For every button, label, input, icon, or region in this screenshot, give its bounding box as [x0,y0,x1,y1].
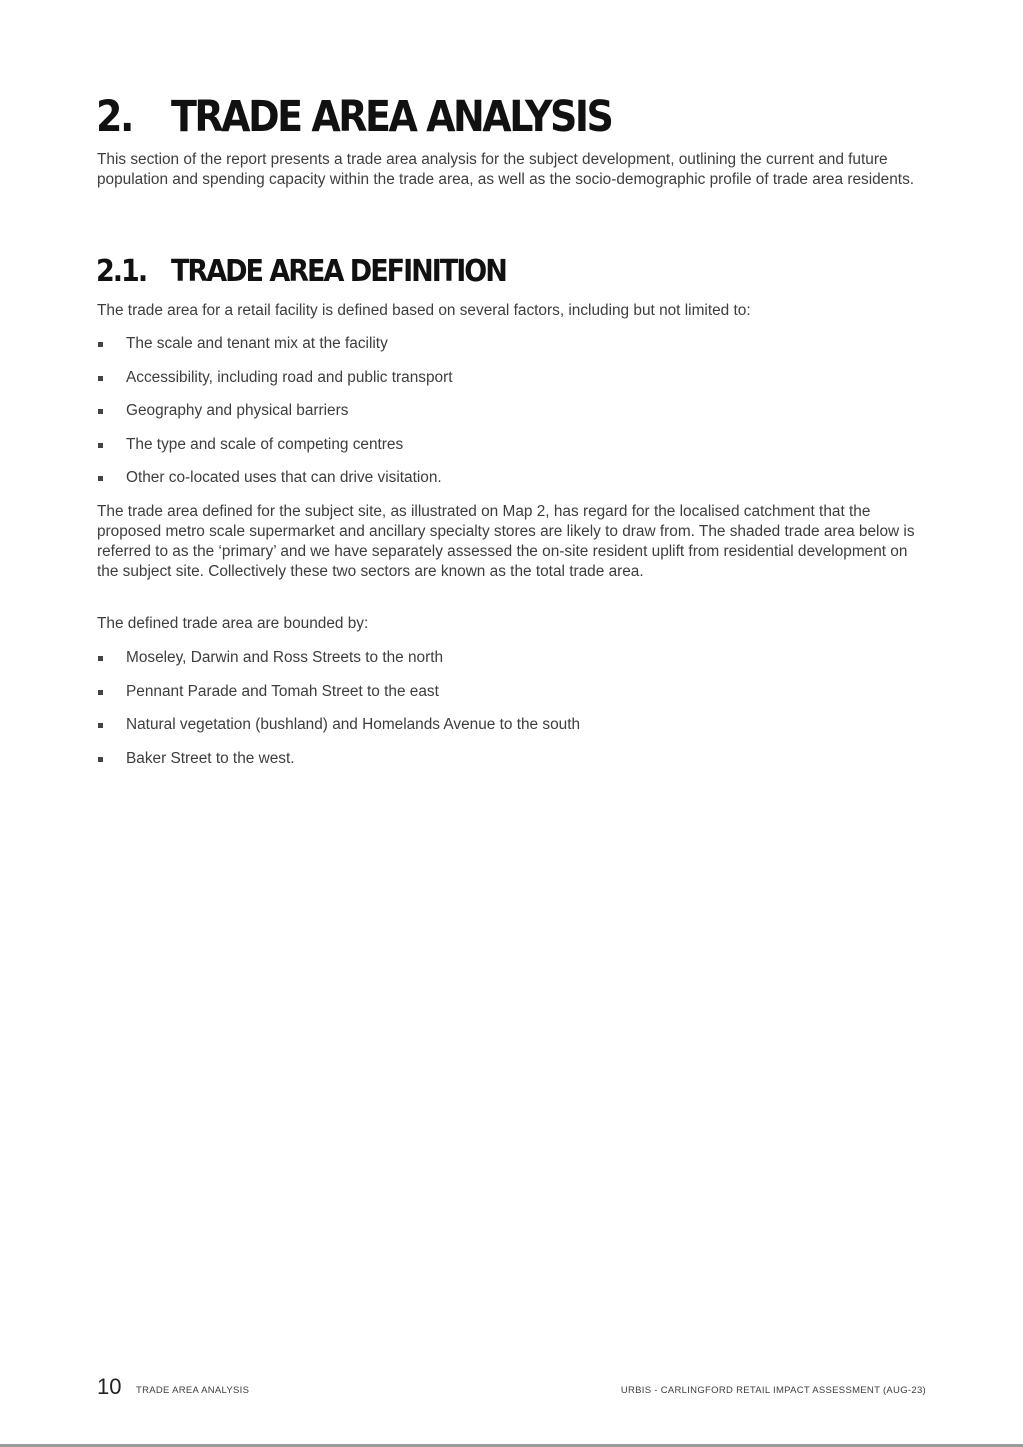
section-intro: This section of the report presents a trade area analysis for the subject development, outlining the current and future population and spending capacity within the trade area, as well as the socio-demographic profile of trade area residents. [97,151,915,188]
section-number: 2. [96,92,132,142]
bullet-icon [98,409,103,414]
list-item: Geography and physical barriers [97,401,453,435]
bullet-icon [98,656,103,661]
footer-document-label: URBIS - CARLINGFORD RETAIL IMPACT ASSESSMENT (AUG-23) [620,1385,926,1396]
list-item: The type and scale of competing centres [97,435,453,469]
list-item: Natural vegetation (bushland) and Homelands Avenue to the south [97,715,580,749]
list-item: Moseley, Darwin and Ross Streets to the north [97,648,580,682]
trade-area-paragraph: The trade area defined for the subject site, as illustrated on Map 2, has regard for the localised catchment that the proposed metro scale supermarket and ancillary specialty stores are likely to draw from. The shaded trade area below is referred to as the ‘primary’ and we have separately assessed the on-site resident uplift from residential development on the subject site. Collectively these two sectors are known as the total trade area. [97,503,915,580]
section-heading [96,92,611,141]
footer-section-label: TRADE AREA ANALYSIS [136,1385,250,1396]
bullet-icon [98,376,103,381]
factors-list [97,334,453,502]
bullet-icon [98,443,103,448]
list-item: Accessibility, including road and public transport [97,368,453,402]
bullet-icon [98,757,103,762]
factors-lead: The trade area for a retail facility is defined based on several factors, including but not limited to: [97,302,751,319]
subsection-number: 2.1. [96,254,147,289]
subsection-heading [96,254,506,289]
bullet-icon [98,342,103,347]
bullet-icon [98,690,103,695]
list-item: Pennant Parade and Tomah Street to the east [97,682,580,716]
subsection-title: TRADE AREA DEFINITION [171,254,506,289]
section-title: TRADE AREA ANALYSIS [171,92,612,142]
bullet-icon [98,723,103,728]
list-item: Other co-located uses that can drive visitation. [97,468,453,502]
boundaries-list [97,648,580,782]
page-number: 10 [97,1374,122,1399]
list-item: The scale and tenant mix at the facility [97,334,453,368]
bullet-icon [98,476,103,481]
boundaries-lead: The defined trade area are bounded by: [97,615,369,632]
list-item: Baker Street to the west. [97,749,580,783]
